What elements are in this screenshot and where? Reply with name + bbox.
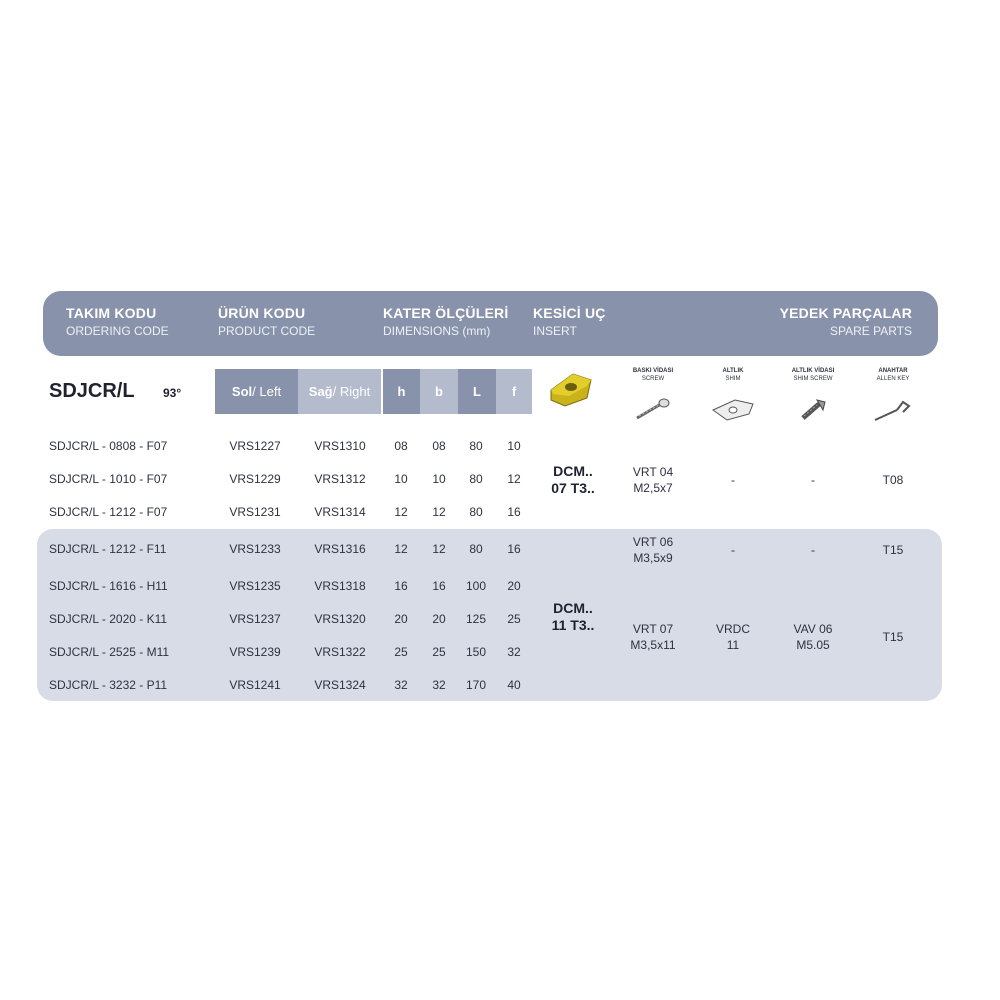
tool-angle: 93° — [163, 386, 182, 400]
shim-icon — [711, 398, 755, 422]
cell-l: 125 — [465, 612, 487, 626]
g2b-screw-l2: M3,5x11 — [630, 638, 676, 652]
shim-heading-tr: ALTLIK — [722, 368, 744, 374]
insert-subheading: INSERT — [533, 324, 577, 338]
shim-heading — [723, 367, 744, 383]
dimensions-heading: KATER ÖLÇÜLERİ — [383, 305, 509, 321]
g2b-shim — [716, 621, 750, 653]
g1-shim-screw: - — [811, 473, 815, 487]
right-chip-label: / Right — [332, 384, 371, 399]
cell-code: SDJCR/L - 2525 - M11 — [49, 645, 170, 659]
cell-b: 16 — [432, 579, 446, 593]
g2b-shim-l2: 11 — [726, 638, 740, 652]
cell-left: VRS1229 — [229, 472, 281, 486]
g1-screw — [633, 464, 673, 496]
g1-screw-l1: VRT 04 — [632, 465, 674, 479]
g2a-key: T15 — [882, 543, 904, 557]
cell-code: SDJCR/L - 1010 - F07 — [49, 472, 168, 486]
cell-f: 40 — [507, 678, 521, 692]
cell-l: 150 — [465, 645, 487, 659]
allen-key-heading — [877, 367, 910, 383]
insert-g2-line2: 11 T3.. — [551, 617, 595, 633]
left-chip-label: / Left — [252, 384, 282, 399]
cell-l: 80 — [469, 472, 483, 486]
L-chip: L — [458, 369, 496, 414]
insert-g1-line1: DCM.. — [553, 463, 593, 479]
cell-l: 80 — [469, 542, 483, 556]
screw-heading-tr: BASKI VİDASI — [632, 368, 674, 374]
cell-f: 20 — [507, 579, 521, 593]
g2b-screw-l1: VRT 07 — [632, 622, 674, 636]
right-chip — [298, 369, 381, 414]
cell-l: 80 — [469, 505, 483, 519]
shim-screw-heading-tr: ALTLIK VİDASI — [791, 368, 835, 374]
cell-left: VRS1227 — [229, 439, 281, 453]
product-code-subheading: PRODUCT CODE — [218, 324, 316, 338]
cell-h: 16 — [394, 579, 408, 593]
right-chip-bold: Sağ — [308, 384, 333, 399]
cell-right: VRS1316 — [314, 542, 366, 556]
g2b-shim-screw — [794, 621, 833, 653]
cell-left: VRS1235 — [229, 579, 281, 593]
cell-left: VRS1237 — [229, 612, 281, 626]
cell-f: 16 — [507, 505, 521, 519]
ordering-code-heading: TAKIM KODU — [66, 305, 157, 321]
cell-f: 10 — [507, 439, 521, 453]
g2a-shim-screw: - — [811, 543, 815, 557]
insert-image — [547, 370, 595, 410]
insert-group-1 — [551, 463, 595, 497]
shim-heading-en: SHIM — [725, 376, 741, 382]
group-band — [37, 529, 942, 701]
dimensions-subheading: DIMENSIONS (mm) — [383, 324, 491, 338]
cell-right: VRS1324 — [314, 678, 366, 692]
g2b-key: T15 — [882, 630, 904, 644]
screw-heading-en: SCREW — [641, 376, 665, 382]
spare-parts-heading: YEDEK PARÇALAR — [779, 305, 912, 321]
cell-right: VRS1320 — [314, 612, 366, 626]
cell-h: 32 — [394, 678, 408, 692]
allen-key-icon — [873, 396, 913, 424]
cell-b: 20 — [432, 612, 446, 626]
cell-f: 32 — [507, 645, 521, 659]
cell-left: VRS1231 — [229, 505, 281, 519]
cell-b: 25 — [432, 645, 446, 659]
screw-heading — [633, 367, 673, 383]
cell-l: 80 — [469, 439, 483, 453]
insert-g2-line1: DCM.. — [553, 600, 593, 616]
g2b-screw — [630, 621, 675, 653]
cell-code: SDJCR/L - 1212 - F11 — [49, 542, 167, 556]
cell-f: 12 — [507, 472, 521, 486]
cell-right: VRS1312 — [314, 472, 366, 486]
screw-icon — [633, 396, 673, 422]
cell-h: 10 — [394, 472, 408, 486]
g2a-screw-l2: M3,5x9 — [633, 551, 673, 565]
insert-heading: KESİCİ UÇ — [533, 305, 606, 321]
g1-key: T08 — [882, 473, 904, 487]
cell-code: SDJCR/L - 0808 - F07 — [49, 439, 168, 453]
cell-b: 08 — [432, 439, 446, 453]
f-chip: f — [496, 369, 532, 414]
h-chip: h — [383, 369, 420, 414]
cell-h: 20 — [394, 612, 408, 626]
cell-right: VRS1310 — [314, 439, 366, 453]
cell-b: 12 — [432, 542, 446, 556]
ordering-code-subheading: ORDERING CODE — [66, 324, 169, 338]
cell-code: SDJCR/L - 1212 - F07 — [49, 505, 168, 519]
cell-code: SDJCR/L - 1616 - H11 — [49, 579, 168, 593]
cell-l: 170 — [465, 678, 487, 692]
cell-h: 08 — [394, 439, 408, 453]
cell-l: 100 — [465, 579, 487, 593]
cell-left: VRS1239 — [229, 645, 281, 659]
g2b-shim-l1: VRDC — [715, 622, 751, 636]
b-chip: b — [420, 369, 458, 414]
cell-f: 16 — [507, 542, 521, 556]
g1-shim: - — [731, 473, 735, 487]
cell-b: 12 — [432, 505, 446, 519]
cell-b: 32 — [432, 678, 446, 692]
cell-left: VRS1241 — [229, 678, 281, 692]
g2b-shim-screw-l2: M5.05 — [796, 638, 830, 652]
cell-b: 10 — [432, 472, 446, 486]
cell-f: 25 — [507, 612, 521, 626]
cell-h: 25 — [394, 645, 408, 659]
g2b-shim-screw-l1: VAV 06 — [793, 622, 833, 636]
table-header-bar — [43, 291, 938, 356]
insert-g1-line2: 07 T3.. — [551, 480, 595, 496]
g2a-shim: - — [731, 543, 735, 557]
cell-right: VRS1314 — [314, 505, 366, 519]
allen-key-heading-tr: ANAHTAR — [878, 368, 908, 374]
tool-title: SDJCR/L — [49, 380, 135, 402]
cell-left: VRS1233 — [229, 542, 281, 556]
left-chip — [215, 369, 298, 414]
g2a-screw — [633, 534, 673, 566]
g2a-screw-l1: VRT 06 — [632, 535, 674, 549]
allen-key-heading-en: ALLEN KEY — [876, 376, 910, 382]
shim-screw-heading-en: SHIM SCREW — [793, 376, 833, 382]
insert-group-2 — [552, 600, 595, 634]
cell-right: VRS1318 — [314, 579, 366, 593]
cell-code: SDJCR/L - 3232 - P11 — [49, 678, 168, 692]
product-code-heading: ÜRÜN KODU — [218, 305, 306, 321]
shim-screw-heading — [792, 367, 835, 383]
spare-parts-subheading: SPARE PARTS — [829, 324, 912, 338]
g1-screw-l2: M2,5x7 — [633, 481, 673, 495]
cell-h: 12 — [394, 505, 408, 519]
cell-h: 12 — [394, 542, 408, 556]
shim-screw-icon — [797, 396, 829, 424]
left-chip-bold: Sol — [231, 384, 253, 399]
cell-code: SDJCR/L - 2020 - K11 — [49, 612, 168, 626]
cell-right: VRS1322 — [314, 645, 366, 659]
